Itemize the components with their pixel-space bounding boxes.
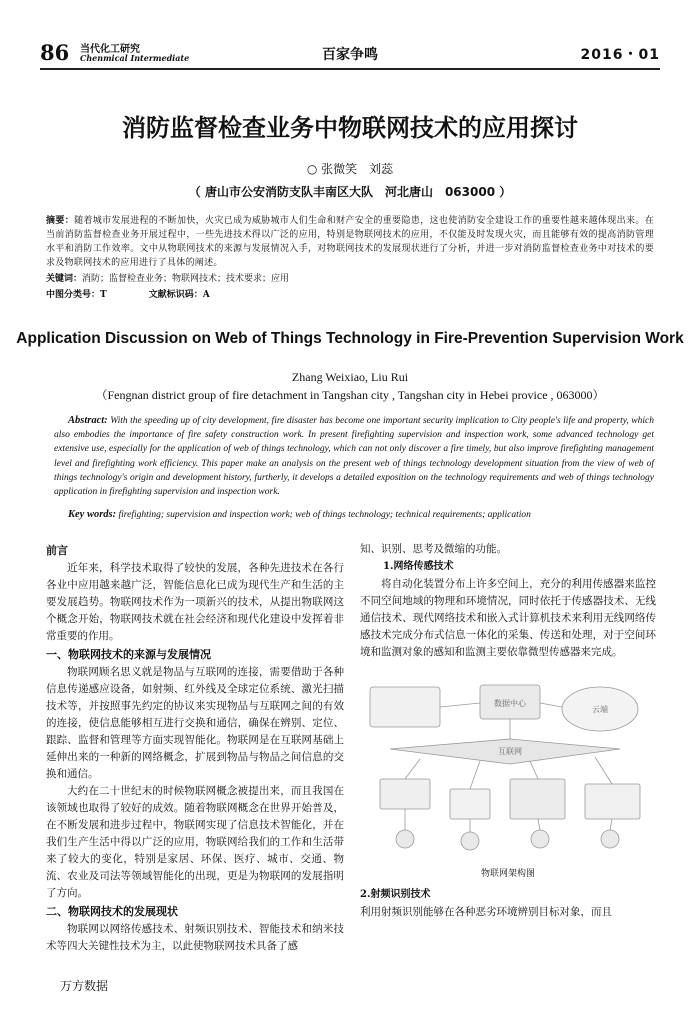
running-header <box>40 38 660 70</box>
abstract-en-text: With the speeding up of city development, fire disaster has become one important security implication to City people's life and property, which also embodies the importance of fire safety construction work. In present firefighting supervision and inspection work, some advanced technology get extensive use, especially for the application of web of things technology, which can not only discover a fire timely, but also improve firefighting management level and firefighting work efficiency. This paper make an analysis on the present web of things technology development situation from the view of web of things technology's origin and development history, furtherly, it develops a detailed exposition on the technology requirements and web of things technology application in firefighting supervision and inspection work. <box>54 416 654 498</box>
body-left-column <box>46 541 344 955</box>
body-right-lower <box>360 886 656 921</box>
section-name: 百家争鸣 <box>322 47 378 63</box>
doc-code-label: 文献标识码： <box>148 290 203 300</box>
section-2-heading: 二、物联网技术的发展现状 <box>46 905 178 918</box>
subsection-1-paragraph: 将自动化装置分布上许多空间上，充分的利用传感器来监控不同空间地域的物理和环境情况，同时依托于传感器技术、无线通信技术、现代网络技术和嵌入式计算机技术来利用无线网络传感技术完成分布式信息一体化的采集、传送和处理，对于空间环境和监测对象的感知和监测主要依靠微型传感器来完成。 <box>360 578 656 658</box>
section-2-paragraph-1: 物联网以网络传感技术、射频识别技术、智能技术和纳米技术等四大关键性技术为主，以此使物联网技术具备了感 <box>46 923 344 952</box>
subsection-1-heading: 1.网络传感技术 <box>383 561 454 572</box>
issue-number: 2016・01 <box>580 47 660 63</box>
keywords-en-label: Key words: <box>68 509 117 520</box>
abstract-cn-label: 摘要： <box>46 216 75 226</box>
abstract-en <box>54 414 654 499</box>
iot-architecture-figure <box>360 679 656 857</box>
continued-text: 知、识别、思考及微缩的功能。 <box>360 543 507 555</box>
iot-architecture-diagram <box>360 679 656 857</box>
abstract-cn <box>46 214 654 270</box>
fig-label-internet: 互联网 <box>498 747 522 756</box>
body-right-column <box>360 541 656 881</box>
intro-paragraph: 近年来，科学技术取得了较快的发展，各种先进技术在各行各业中应用越来越广泛，智能信息化已成为现代生产和生活的主要发展趋势。物联网技术作为一项新兴的技术，从提出物联网这个概念开始，物联网技术就在社会经济和现代化建设中发挥着非常重要的作用。 <box>46 562 344 642</box>
section-1-heading: 一、物联网技术的来源与发展情况 <box>46 648 211 661</box>
subsection-2-paragraph: 利用射频识别能够在各种恶劣环境辨别目标对象，而且 <box>360 906 612 918</box>
clc-label: 中图分类号： <box>46 290 101 300</box>
section-1-paragraph-2: 大约在二十世纪末的时候物联网概念被提出来，而且我国在该领域也取得了较好的成效。随着物联网概念在世界开始普及，在不断发展和进步过程中，物联网实现了信息技术智能化，并在我们生产生活中得以广泛的应用，物联网给我们的工作和生活带来了较大的变化，特别是家居、环保、医疗、城市、交通、物流、农业及司法等领域智能化的出现，更是为物联网的发展指明了方向。 <box>46 785 344 899</box>
fig-label-cloud: 云端 <box>592 705 608 714</box>
section-1-paragraph-1: 物联网顾名思义就是物品与互联网的连接，需要借助于各种信息传递感应设备，如射频、红外线及全球定位系统、激光扫描技术等，并按照事先约定的协议来实现物品与互联网之间的有效的连接，使信息能够相互进行交换和通信，确保在辨别、定位、跟踪、监督和管理等方面实现智能化。物联网是在互联网基础上延伸出来的一种新的网络概念，扩展到物品与物品之间信息的交换和通信。 <box>46 666 344 780</box>
journal-name-en: Chenmical Intermediate <box>80 53 190 63</box>
paper-title-cn: 消防监督检查业务中物联网技术的应用探讨 <box>122 114 578 142</box>
keywords-en <box>68 509 654 520</box>
affiliation-cn: （ 唐山市公安消防支队丰南区大队 河北唐山 063000 ） <box>188 185 512 199</box>
keywords-en-text: firefighting; supervision and inspection work; web of things technology; technical requirements; application <box>118 510 531 520</box>
affiliation-en: （Fengnan district group of fire detachment in Tangshan city , Tangshan city in Hebei provice , 063000） <box>95 388 605 402</box>
journal-name-cn: 当代化工研究 <box>80 44 140 55</box>
intro-heading: 前言 <box>46 544 68 557</box>
figure-caption: 物联网架构图 <box>480 869 535 879</box>
authors-cn: ○ 张微笑 刘蕊 <box>306 162 394 176</box>
footer-watermark: 万方数据 <box>60 979 109 993</box>
classification-cn <box>46 288 654 302</box>
fig-label-data-center: 数据中心 <box>494 699 526 708</box>
keywords-cn <box>46 272 654 286</box>
authors-en: Zhang Weixiao, Liu Rui <box>291 370 409 384</box>
clc-value: T <box>100 290 107 300</box>
doc-code-value: A <box>202 290 210 300</box>
keywords-cn-text: 消防；监督检查业务；物联网技术；技术要求；应用 <box>82 274 290 284</box>
abstract-en-label: Abstract: <box>68 415 108 426</box>
page-number: 86 <box>40 40 70 65</box>
subsection-2-heading: 2.射频识别技术 <box>360 889 431 900</box>
keywords-cn-label: 关键词： <box>46 274 83 284</box>
paper-title-en: Application Discussion on Web of Things Technology in Fire-Prevention Supervision Work <box>16 330 684 347</box>
abstract-cn-text: 随着城市发展进程的不断加快，火灾已成为威胁城市人们生命和财产安全的重要隐患，这也使消防安全建设工作的重要性越来越体现出来。在当前消防监督检查业务开展过程中，一些先进技术得以广泛的应用，特别是物联网技术的应用，不仅能及时发现火灾，而且能够有效的提高消防管理水平和消防工作效率。文中从物联网技术的来源与发展情况入手，对物联网技术的发展现状进行了分析，并进一步对消防监督检查业务中对技术的要求及物联网技术的应用进行了具体的阐述。 <box>46 216 655 268</box>
